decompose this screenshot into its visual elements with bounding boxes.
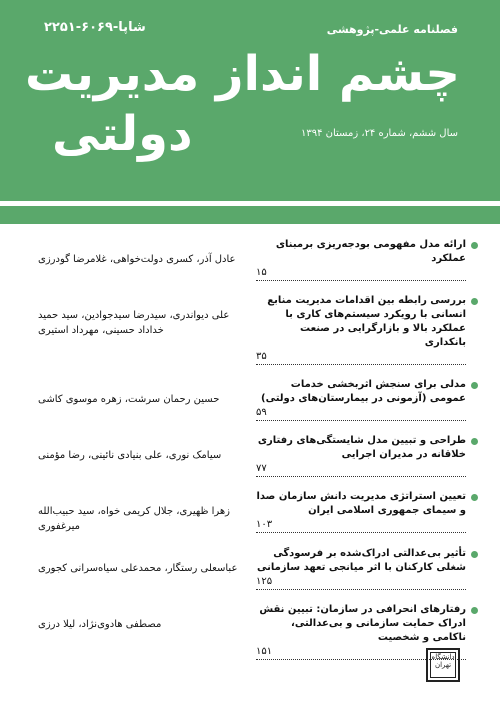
bullet-icon [471, 298, 478, 305]
article-authors: عادل آذر، کسری دولت‌خواهی، غلامرضا گودرزی [38, 254, 236, 265]
bullet-icon [471, 607, 478, 614]
article-authors: عباسعلی رستگار، محمدعلی سیاه‌سرانی کجوری [38, 563, 238, 574]
issn: شاپا-۶۰۶۹-۲۲۵۱ [44, 20, 146, 35]
toc-item[interactable] [38, 547, 466, 590]
toc-item[interactable] [38, 378, 466, 421]
article-title: طراحی و تبیین مدل شایستگی‌های رفتاری خلاقانه در مدیران اجرایی [257, 435, 466, 460]
toc-item[interactable] [38, 434, 466, 477]
bullet-icon [471, 242, 478, 249]
header-divider [0, 201, 500, 204]
article-authors: مصطفی هادوی‌نژاد، لیلا درزی [38, 619, 162, 630]
header-band [0, 206, 500, 224]
article-title: مدلی برای سنجش اثربخشی خدمات عمومی (آزمونی در بیمارستان‌های دولتی) [261, 379, 466, 404]
logo-text: دانشگاه تهران [430, 652, 456, 678]
bullet-icon [471, 382, 478, 389]
article-page: ۳۵ [256, 350, 466, 365]
cover-header [0, 0, 500, 201]
bullet-icon [471, 494, 478, 501]
article-title: رفتارهای انحرافی در سازمان: تبیین نقش ادراک حمایت سازمانی و بی‌عدالتی، ناکامی و شخصیت [259, 604, 466, 643]
article-authors: زهرا ظهیری، جلال کریمی خواه، سید حبیب‌الله میرغفوری [38, 506, 230, 532]
article-page: ۷۷ [256, 462, 466, 477]
article-authors: علی دیواندری، سیدرضا سیدجوادین، سید حمید خداداد حسینی، مهرداد استیری [38, 310, 230, 336]
article-title: ارائه مدل مفهومی بودجه‌ریزی برمبنای عملکرد [275, 239, 466, 264]
article-title: تعیین استراتژی مدیریت دانش سازمان صدا و سیمای جمهوری اسلامی ایران [256, 491, 466, 516]
article-page: ۱۵۱ [256, 645, 466, 660]
journal-subtitle: فصلنامه علمی-پژوهشی [326, 23, 458, 36]
table-of-contents [38, 238, 466, 673]
article-title: بررسی رابطه بین اقدامات مدیریت منابع انسانی با رویکرد سیستم‌های کاری با عملکرد بالا و بازارگرایی در صنعت بانکداری [267, 295, 466, 348]
toc-item[interactable] [38, 294, 466, 365]
bullet-icon [471, 551, 478, 558]
article-title: تأثیر بی‌عدالتی ادراک‌شده بر فرسودگی شغلی کارکنان با اثر میانجی تعهد سازمانی [256, 548, 466, 573]
toc-item[interactable] [38, 603, 466, 660]
bullet-icon [471, 438, 478, 445]
journal-title-line2: دولتی [52, 106, 193, 162]
toc-item[interactable] [38, 490, 466, 534]
article-page: ۱۵ [256, 266, 466, 281]
article-page: ۱۲۵ [256, 575, 466, 590]
article-page: ۵۹ [256, 406, 466, 421]
article-authors: حسین رحمان سرشت، زهره موسوی کاشی [38, 394, 220, 405]
university-logo [426, 648, 460, 682]
article-page: ۱۰۳ [256, 518, 466, 533]
issue-info: سال ششم، شماره ۲۴، زمستان ۱۳۹۴ [300, 128, 458, 139]
article-authors: سیامک نوری، علی بنیادی نائینی، رضا مؤمنی [38, 450, 222, 461]
journal-title-line1: چشم انداز مدیریت [25, 46, 460, 102]
toc-item[interactable] [38, 238, 466, 281]
